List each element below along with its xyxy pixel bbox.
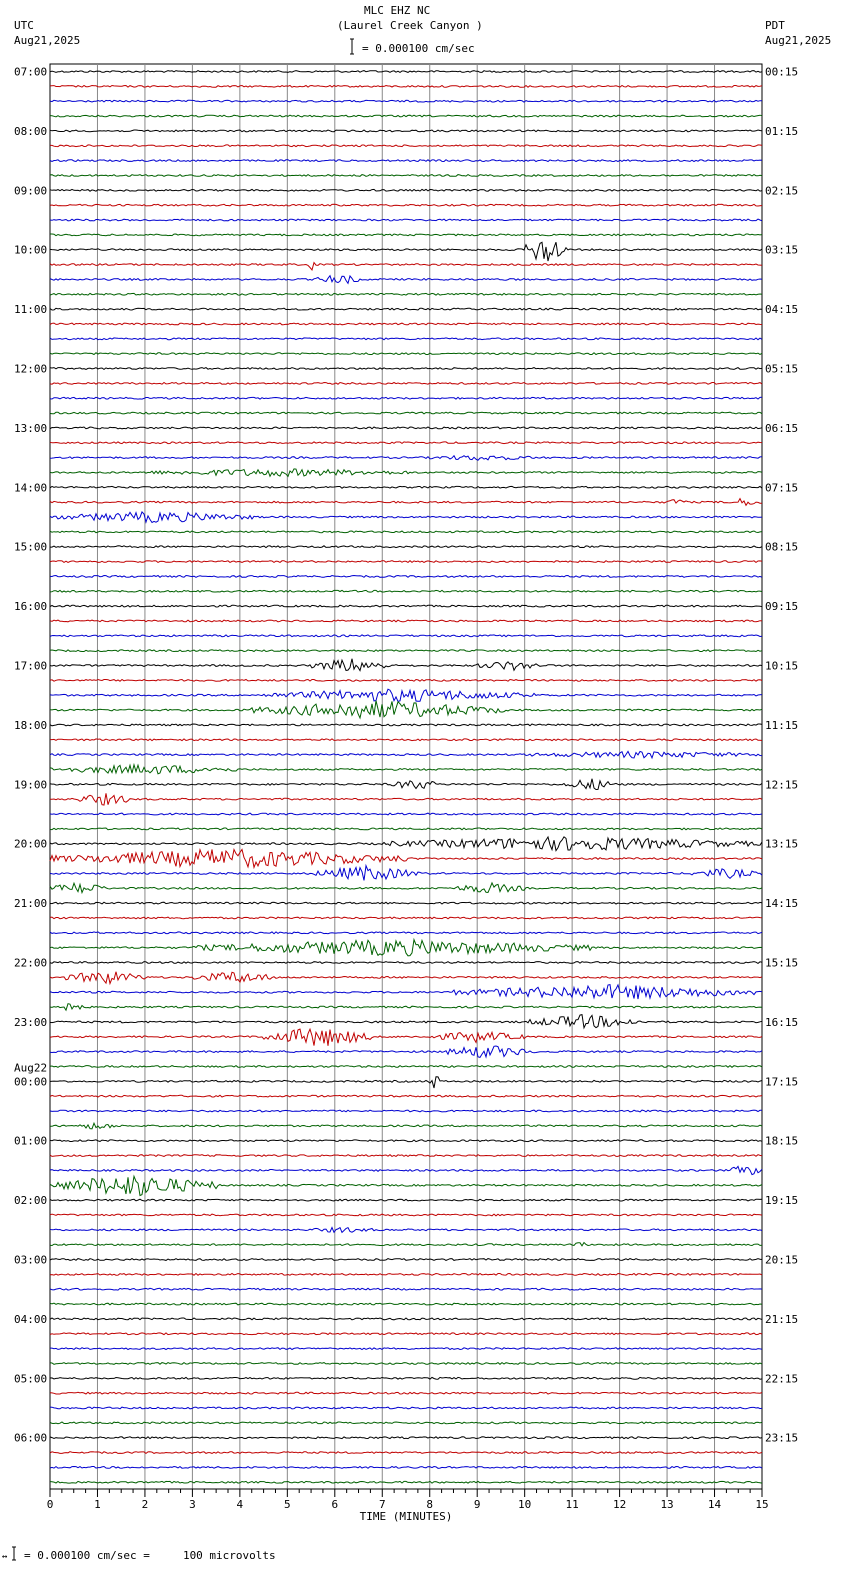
trace-row-26 (50, 456, 762, 461)
trace-row-2 (50, 100, 762, 102)
trace-row-63 (50, 1004, 762, 1011)
trace-row-4 (50, 130, 762, 132)
trace-row-44 (50, 724, 762, 726)
trace-row-94 (50, 1467, 762, 1469)
trace-row-12 (50, 242, 762, 261)
utc-hour-label: 08:00 (14, 124, 48, 138)
trace-row-16 (50, 308, 762, 310)
utc-hour-label: 16:00 (14, 600, 48, 614)
trace-row-68 (50, 1077, 762, 1088)
trace-row-40 (50, 659, 762, 671)
trace-row-51 (50, 828, 762, 830)
trace-row-19 (50, 353, 762, 355)
trace-row-77 (50, 1214, 762, 1216)
pdt-hour-label: 21:15 (765, 1312, 799, 1326)
station-title: MLC EHZ NC (364, 4, 431, 17)
trace-row-73 (50, 1155, 762, 1157)
trace-row-37 (50, 620, 762, 622)
trace-row-0 (50, 71, 762, 73)
trace-row-80 (50, 1259, 762, 1261)
pdt-hour-label: 04:15 (765, 303, 799, 317)
trace-row-50 (50, 813, 762, 815)
trace-row-78 (50, 1228, 762, 1233)
pdt-hour-label: 03:15 (765, 243, 799, 257)
trace-row-83 (50, 1303, 762, 1305)
trace-row-59 (50, 940, 762, 956)
pdt-hour-label: 18:15 (765, 1134, 799, 1148)
trace-row-3 (50, 115, 762, 117)
pdt-hour-label: 19:15 (765, 1194, 799, 1208)
utc-hour-label: 01:00 (14, 1134, 48, 1148)
trace-row-30 (50, 512, 762, 523)
trace-row-53 (50, 850, 762, 868)
trace-row-41 (50, 680, 762, 682)
trace-row-42 (50, 689, 762, 701)
utc-hour-label: 00:00 (14, 1075, 48, 1089)
pdt-hour-label: 06:15 (765, 421, 799, 435)
x-axis-title: TIME (MINUTES) (359, 1510, 453, 1523)
x-tick-label: 15 (755, 1498, 769, 1511)
trace-row-9 (50, 204, 762, 206)
x-tick-label: 7 (378, 1498, 386, 1511)
trace-row-82 (50, 1288, 762, 1290)
utc-hour-label: 17:00 (14, 659, 48, 673)
trace-row-58 (50, 932, 762, 934)
x-tick-label: 12 (612, 1498, 627, 1511)
trace-row-64 (50, 1015, 762, 1028)
pdt-hour-label: 14:15 (765, 897, 799, 911)
trace-row-28 (50, 486, 762, 488)
utc-hour-label: 13:00 (14, 421, 48, 435)
utc-hour-label: 03:00 (14, 1253, 48, 1267)
trace-row-22 (50, 397, 762, 399)
trace-row-39 (50, 650, 762, 652)
trace-row-7 (50, 175, 762, 177)
x-tick-label: 14 (707, 1498, 722, 1511)
pdt-hour-label: 22:15 (765, 1372, 799, 1386)
utc-hour-label: 15:00 (14, 540, 48, 554)
trace-row-52 (50, 837, 762, 851)
pdt-hour-label: 12:15 (765, 778, 799, 792)
trace-row-49 (50, 793, 762, 805)
trace-row-18 (50, 338, 762, 340)
trace-row-45 (50, 739, 762, 741)
pdt-hour-label: 09:15 (765, 600, 799, 614)
footer-scale-text: = 0.000100 cm/sec = 100 microvolts (24, 1549, 276, 1562)
pdt-hour-label: 10:15 (765, 659, 799, 673)
trace-row-65 (50, 1029, 762, 1046)
trace-row-6 (50, 160, 762, 162)
pdt-hour-label: 01:15 (765, 124, 799, 138)
trace-row-62 (50, 985, 762, 999)
utc-hour-label: 11:00 (14, 303, 48, 317)
trace-row-27 (50, 469, 762, 477)
pdt-hour-label: 00:15 (765, 65, 799, 79)
trace-row-31 (50, 531, 762, 533)
trace-row-8 (50, 189, 762, 191)
pdt-hour-label: 15:15 (765, 956, 799, 970)
trace-row-35 (50, 590, 762, 592)
trace-row-76 (50, 1199, 762, 1201)
pdt-hour-label: 02:15 (765, 184, 799, 198)
trace-row-29 (50, 499, 762, 506)
pdt-hour-label: 20:15 (765, 1253, 799, 1267)
trace-row-89 (50, 1392, 762, 1394)
utc-hour-label: 14:00 (14, 481, 48, 495)
x-tick-label: 10 (518, 1498, 532, 1511)
trace-row-84 (50, 1318, 762, 1320)
trace-row-61 (50, 972, 762, 984)
trace-row-11 (50, 234, 762, 236)
trace-row-70 (50, 1110, 762, 1112)
station-location: (Laurel Creek Canyon ) (337, 19, 483, 32)
scale-label: = 0.000100 cm/sec (362, 42, 475, 55)
pdt-hour-label: 17:15 (765, 1075, 799, 1089)
utc-hour-label: 12:00 (14, 362, 48, 376)
trace-row-17 (50, 323, 762, 325)
utc-hour-label: 04:00 (14, 1312, 48, 1326)
trace-row-67 (50, 1066, 762, 1068)
trace-row-87 (50, 1363, 762, 1365)
trace-row-69 (50, 1095, 762, 1097)
trace-row-90 (50, 1407, 762, 1409)
trace-row-48 (50, 779, 762, 790)
trace-row-93 (50, 1452, 762, 1454)
x-tick-label: 6 (331, 1498, 339, 1511)
trace-row-14 (50, 276, 762, 284)
trace-row-66 (50, 1046, 762, 1057)
trace-row-1 (50, 86, 762, 88)
x-tick-label: 9 (473, 1498, 481, 1511)
trace-row-38 (50, 635, 762, 637)
trace-row-47 (50, 765, 762, 774)
utc-hour-label: 07:00 (14, 65, 48, 79)
trace-row-32 (50, 546, 762, 548)
utc-hour-label: 06:00 (14, 1431, 48, 1445)
left-timezone: UTC (14, 19, 34, 32)
x-tick-label: 2 (141, 1498, 149, 1511)
utc-hour-label: 19:00 (14, 778, 48, 792)
utc-hour-label: 23:00 (14, 1015, 48, 1029)
trace-row-57 (50, 917, 762, 919)
trace-row-92 (50, 1437, 762, 1439)
trace-row-43 (50, 701, 762, 718)
trace-row-79 (50, 1243, 762, 1246)
trace-row-86 (50, 1348, 762, 1350)
utc-hour-label: 20:00 (14, 837, 48, 851)
trace-row-95 (50, 1481, 762, 1483)
x-axis (47, 1489, 769, 1523)
x-tick-label: 8 (426, 1498, 434, 1511)
utc-date-label: Aug22 (14, 1061, 48, 1075)
trace-row-71 (50, 1123, 762, 1129)
grid (50, 64, 762, 1489)
trace-row-72 (50, 1140, 762, 1142)
trace-row-24 (50, 427, 762, 429)
utc-hour-label: 10:00 (14, 243, 48, 257)
pdt-hour-label: 08:15 (765, 540, 799, 554)
footer-arrow-mark: ↔ (2, 1552, 8, 1562)
right-timezone: PDT (765, 19, 785, 32)
trace-row-36 (50, 605, 762, 607)
x-tick-label: 4 (236, 1498, 244, 1511)
pdt-hour-label: 05:15 (765, 362, 799, 376)
trace-row-75 (50, 1176, 762, 1195)
x-tick-label: 0 (46, 1498, 54, 1511)
trace-row-33 (50, 561, 762, 563)
pdt-hour-label: 23:15 (765, 1431, 799, 1445)
utc-hour-label: 18:00 (14, 718, 48, 732)
x-tick-label: 1 (94, 1498, 101, 1511)
trace-row-10 (50, 219, 762, 221)
pdt-hour-label: 16:15 (765, 1015, 799, 1029)
trace-row-25 (50, 442, 762, 444)
trace-row-46 (50, 751, 762, 758)
utc-hour-label: 22:00 (14, 956, 48, 970)
trace-row-88 (50, 1377, 762, 1379)
trace-row-91 (50, 1422, 762, 1424)
trace-row-60 (50, 962, 762, 964)
pdt-hour-label: 13:15 (765, 837, 799, 851)
utc-hour-label: 21:00 (14, 897, 48, 911)
trace-row-15 (50, 293, 762, 295)
trace-row-56 (50, 902, 762, 904)
utc-hour-label: 05:00 (14, 1372, 48, 1386)
utc-hour-label: 09:00 (14, 184, 48, 198)
trace-row-55 (50, 883, 762, 893)
plot-frame (50, 64, 762, 1489)
trace-row-74 (50, 1166, 762, 1174)
trace-row-54 (50, 866, 762, 881)
left-date: Aug21,2025 (14, 34, 81, 47)
pdt-hour-label: 11:15 (765, 718, 799, 732)
utc-hour-label: 02:00 (14, 1194, 48, 1208)
x-tick-label: 11 (565, 1498, 579, 1511)
trace-row-5 (50, 145, 762, 147)
trace-row-13 (50, 263, 762, 270)
trace-row-85 (50, 1333, 762, 1335)
trace-row-34 (50, 576, 762, 578)
x-tick-label: 13 (660, 1498, 674, 1511)
right-date: Aug21,2025 (765, 34, 832, 47)
trace-row-23 (50, 412, 762, 414)
seismic-traces (50, 71, 762, 1484)
pdt-hour-label: 07:15 (765, 481, 799, 495)
x-tick-label: 3 (189, 1498, 196, 1511)
trace-row-81 (50, 1274, 762, 1276)
trace-row-20 (50, 368, 762, 370)
x-tick-label: 5 (284, 1498, 291, 1511)
trace-row-21 (50, 383, 762, 385)
